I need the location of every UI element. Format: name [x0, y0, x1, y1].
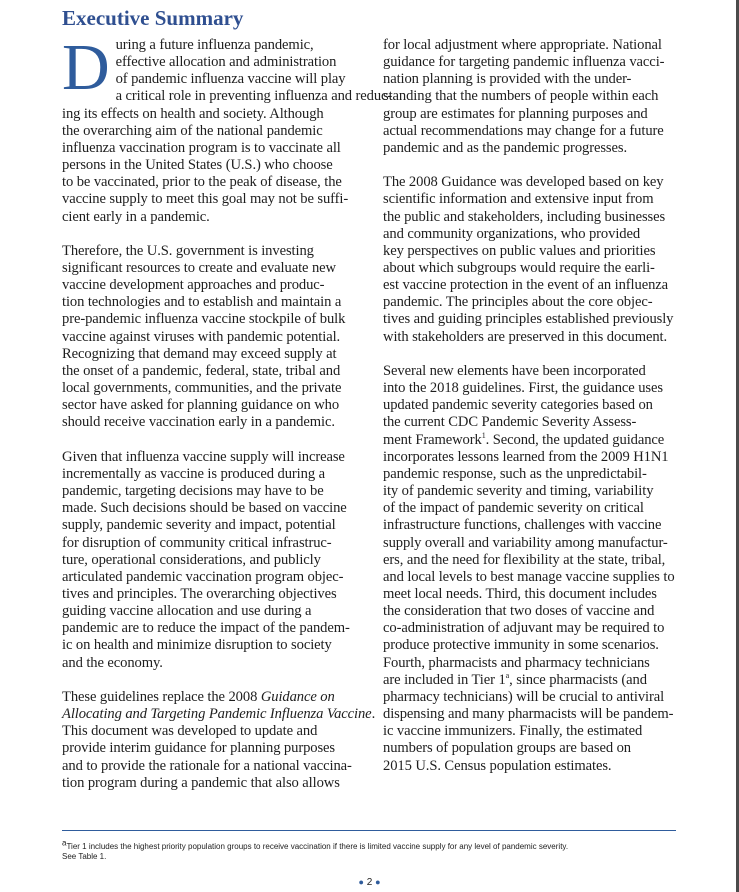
- page-number-ornament: ●: [375, 877, 381, 887]
- text-line: updated pandemic severity categories based on: [383, 397, 653, 414]
- text-line: [62, 706, 376, 723]
- paragraph-targeting: [62, 449, 362, 672]
- text-line: Given that influenza vaccine supply will increase: [62, 448, 345, 465]
- text-line: cient early in a pandemic.: [62, 208, 210, 225]
- paragraph-intro: [62, 31, 393, 226]
- text-line: uring a future influenza pandemic,: [115, 37, 314, 53]
- text-line: ity of pandemic severity and timing, variability: [383, 483, 654, 500]
- text-line: pandemic are to reduce the impact of the pandem-: [62, 620, 350, 637]
- text-line: pandemic response, such as the unpredictabil-: [383, 465, 647, 482]
- text-line: actual recommendations may change for a future: [383, 122, 664, 139]
- text-line: made. Such decisions should be based on vaccine: [62, 500, 347, 517]
- text-line: pre-pandemic influenza vaccine stockpile of bulk: [62, 311, 346, 328]
- text-line: Recognizing that demand may exceed supply at: [62, 345, 337, 362]
- text-line: guiding vaccine allocation and use during a: [62, 603, 312, 620]
- text-line: and local levels to best manage vaccine supplies to: [383, 568, 675, 585]
- footnote-line: See Table 1.: [62, 852, 107, 861]
- text-line: articulated pandemic vaccination program objec-: [62, 568, 344, 585]
- text-line: scientific information and extensive input from: [383, 191, 654, 208]
- text-line: tion program during a pandemic that also allows: [62, 774, 340, 791]
- text-line: ers, and the need for flexibility at the state, tribal,: [383, 551, 666, 568]
- text-line: vaccine supply to meet this goal may not be suffi-: [62, 191, 349, 208]
- text-line: supply, pandemic severity and impact, potential: [62, 517, 336, 534]
- text-line: standing that the numbers of people within each: [383, 88, 659, 105]
- text-line: co-administration of adjuvant may be required to: [383, 620, 665, 637]
- footnote-divider: [62, 830, 676, 831]
- text-line: guidance for targeting pandemic influenza vacci-: [383, 54, 665, 71]
- text-line: the current CDC Pandemic Severity Assess-: [383, 414, 637, 431]
- page-number-ornament: ●: [358, 877, 364, 887]
- text-line: and community organizations, who provided: [383, 225, 641, 242]
- paragraph-guidelines: [62, 688, 376, 792]
- left-column: [62, 31, 393, 809]
- text-line: key perspectives on public values and priorities: [383, 242, 656, 259]
- document-title-italic: Allocating and Targeting Pandemic Influenza Vaccine: [62, 706, 372, 723]
- text-line: nation planning is provided with the under-: [383, 71, 632, 88]
- footnote: [62, 838, 682, 862]
- text-run: . Second, the updated guidance: [485, 431, 665, 448]
- text-line: Several new elements have been incorporated: [383, 362, 646, 379]
- text-line: 2015 U.S. Census population estimates.: [383, 757, 612, 774]
- text-line: supply overall and variability among manufactur-: [383, 534, 668, 551]
- text-line: tives and principles. The overarching objectives: [62, 585, 337, 602]
- text-line: tives and guiding principles established previously: [383, 311, 674, 328]
- text-line: meet local needs. Third, this document includes: [383, 585, 657, 602]
- text-line: Therefore, the U.S. government is investing: [62, 242, 314, 259]
- footnote-superscript: a: [505, 670, 510, 680]
- footnote-text: Tier 1 includes the highest priority population groups to receive vaccination if there is limited vaccine supply for any level of pandemic severity.: [66, 842, 569, 851]
- text-line: vaccine development approaches and produc-: [62, 277, 325, 294]
- drop-cap: D: [62, 31, 110, 104]
- text-line: persons in the United States (U.S.) who choose: [62, 157, 333, 174]
- text-line: to be vaccinated, prior to the peak of disease, the: [62, 174, 342, 191]
- text-line: incorporates lessons learned from the 2009 H1N1: [383, 448, 669, 465]
- paragraph-investment: [62, 243, 362, 432]
- text-line: of pandemic influenza vaccine will play: [115, 71, 346, 88]
- right-column: [383, 37, 683, 792]
- page-title: Executive Summary: [62, 6, 244, 30]
- text-line: effective allocation and administration: [115, 54, 337, 71]
- text-line: infrastructure functions, challenges with vaccine: [383, 517, 662, 534]
- text-line: of the impact of pandemic severity on critical: [383, 500, 644, 517]
- text-line: local governments, communities, and the private: [62, 380, 342, 397]
- text-line: ic on health and minimize disruption to society: [62, 637, 332, 654]
- text-line: [383, 432, 683, 449]
- text-line: ing its effects on health and society. Although: [62, 105, 324, 122]
- text-line: This document was developed to update and: [62, 723, 318, 740]
- text-line: sector have asked for planning guidance on who: [62, 397, 340, 414]
- text-line: incrementally as vaccine is produced during a: [62, 465, 325, 482]
- text-line: should receive vaccination early in a pandemic.: [62, 414, 335, 431]
- text-line: The 2008 Guidance was developed based on key: [383, 174, 664, 191]
- text-line: ture, operational considerations, and publicly: [62, 551, 321, 568]
- citation-superscript: 1: [481, 430, 486, 440]
- text-line: [62, 689, 362, 706]
- text-line: provide interim guidance for planning purposes: [62, 740, 336, 757]
- paragraph-adjustment: [383, 37, 683, 157]
- text-line: ic vaccine immunizers. Finally, the estimated: [383, 723, 643, 740]
- paragraph-new-elements: [383, 363, 683, 775]
- text-line: pandemic, targeting decisions may have to be: [62, 483, 324, 500]
- text-line: for local adjustment where appropriate. National: [383, 37, 662, 53]
- text-run: , since pharmacists (and: [509, 671, 647, 688]
- page-number: [0, 877, 739, 888]
- text-run: .: [371, 706, 376, 723]
- text-run: These guidelines replace the 2008: [62, 688, 261, 705]
- text-line: pandemic. The principles about the core objec-: [383, 294, 653, 311]
- text-line: numbers of population groups are based on: [383, 740, 631, 757]
- text-line: the onset of a pandemic, federal, state, tribal and: [62, 362, 341, 379]
- footnote-line: [62, 838, 682, 852]
- document-title-italic: Guidance on: [260, 688, 335, 705]
- text-line: and to provide the rationale for a national vaccina-: [62, 757, 352, 774]
- text-line: produce protective immunity in some scenarios.: [383, 637, 659, 654]
- text-line: group are estimates for planning purposes and: [383, 105, 648, 122]
- text-line: the overarching aim of the national pandemic: [62, 122, 323, 139]
- text-line: pharmacy technicians) will be crucial to antiviral: [383, 688, 665, 705]
- footnote-marker: a: [62, 838, 67, 848]
- paragraph-2008-guidance: [383, 174, 683, 346]
- text-line: the public and stakeholders, including businesses: [383, 208, 666, 225]
- text-line: tion technologies and to establish and maintain a: [62, 294, 342, 311]
- text-line: and the economy.: [62, 654, 163, 671]
- text-line: the consideration that two doses of vaccine and: [383, 603, 655, 620]
- text-line: pandemic and as the pandemic progresses.: [383, 139, 628, 156]
- text-line: Fourth, pharmacists and pharmacy technicians: [383, 654, 650, 671]
- text-line: dispensing and many pharmacists will be pandem-: [383, 706, 674, 723]
- text-line: influenza vaccination program is to vaccinate all: [62, 139, 341, 156]
- text-line: vaccine against viruses with pandemic potential.: [62, 328, 341, 345]
- text-line: [383, 672, 683, 689]
- text-line: significant resources to create and evaluate new: [62, 260, 336, 277]
- text-line: about which subgroups would require the earli-: [383, 260, 655, 277]
- text-line: est vaccine protection in the event of an influenza: [383, 277, 669, 294]
- text-line: with stakeholders are preserved in this document.: [383, 328, 668, 345]
- text-run: are included in Tier 1: [383, 671, 506, 688]
- text-line: for disruption of community critical infrastruc-: [62, 534, 332, 551]
- text-line: a critical role in preventing influenza and reduc-: [115, 88, 393, 105]
- text-line: into the 2018 guidelines. First, the guidance uses: [383, 380, 663, 397]
- page-number-value: 2: [366, 877, 373, 888]
- text-run: ment Framework: [383, 431, 482, 448]
